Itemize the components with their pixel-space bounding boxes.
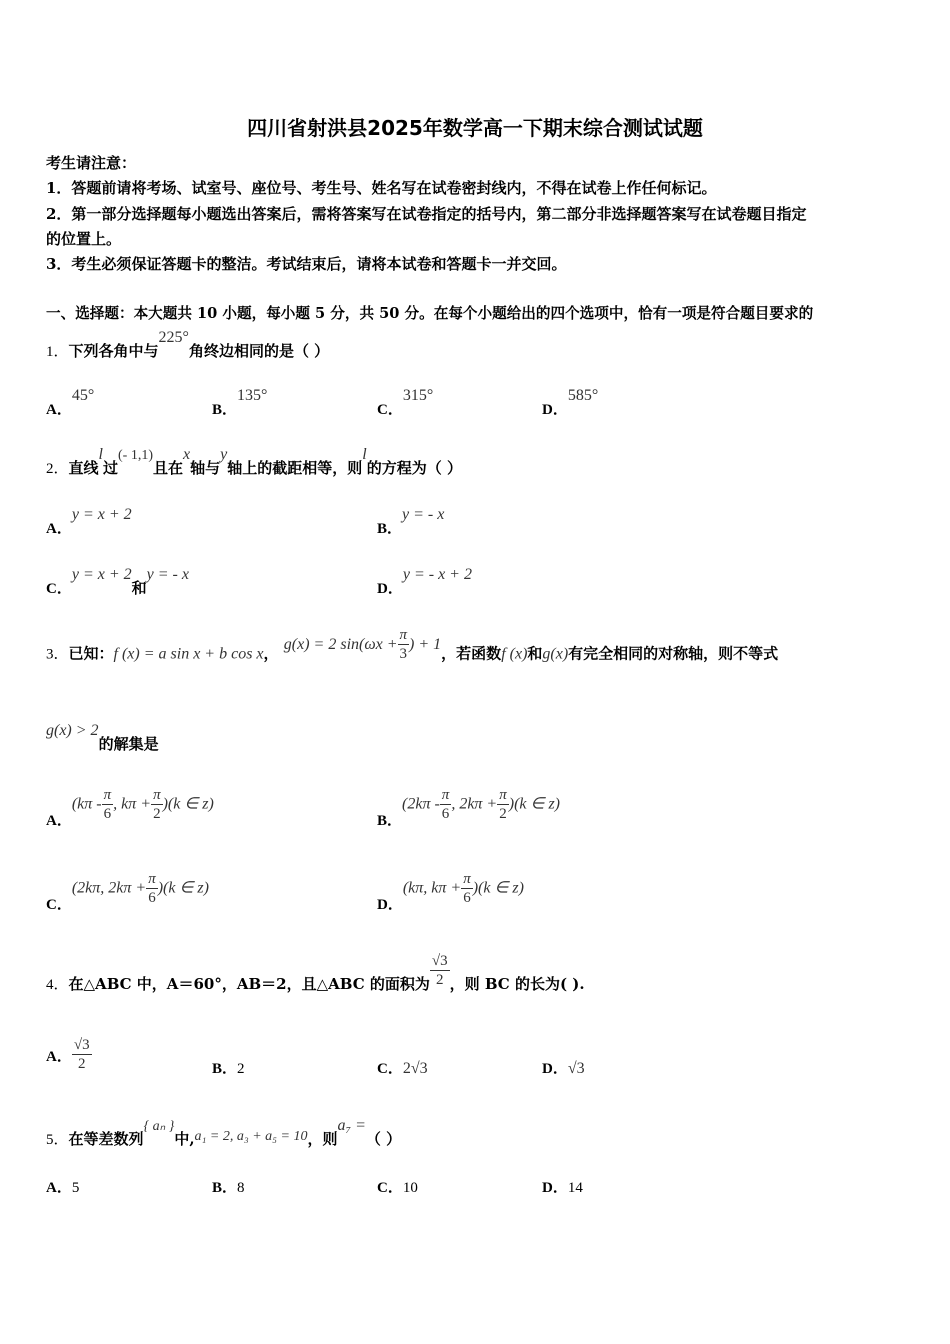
option-d[interactable]: D．√3 bbox=[542, 1060, 585, 1077]
question-4: 4．在△ABC 中，A＝60°，AB＝2，且△ABC 的面积为 $\frac{√3}{2}$ ，则 BC 的长为( ). bbox=[46, 953, 585, 993]
option-c[interactable]: C．(2kπ, 2kπ + $\frac{\pi}{6}$ )(k ∈ z) bbox=[46, 871, 209, 913]
notice-item: 2．第一部分选择题每小题选出答案后，需将答案写在试卷指定的括号内，第二部分非选择题答案写在试卷题目指定 bbox=[46, 205, 807, 223]
option-a[interactable]: A．(kπ - $\frac{\pi}{6}$ , kπ + $\frac{\pi}{2}$ )(k ∈ z) bbox=[46, 787, 214, 829]
question-number: 1． bbox=[46, 344, 69, 360]
notice-item: 的位置上。 bbox=[46, 230, 122, 248]
question-2: 2．直线l过(- 1,1)且在x轴与y轴上的截距相等，则l的方程为（ ） bbox=[46, 446, 462, 477]
question-1: 1．下列各角中与225°角终边相同的是（ ） bbox=[46, 329, 330, 360]
question-3-cont: g(x) > 2的解集是 bbox=[46, 722, 159, 753]
option-b[interactable]: B．2 bbox=[212, 1061, 245, 1077]
option-d[interactable]: D．y = - x + 2 bbox=[377, 566, 472, 597]
option-b[interactable]: B．(2kπ - $\frac{\pi}{6}$ , 2kπ + $\frac{\pi}{2}$ )(k ∈ z) bbox=[377, 787, 560, 829]
option-b[interactable]: B．8 bbox=[212, 1180, 245, 1196]
option-d[interactable]: D．14 bbox=[542, 1180, 583, 1196]
option-a[interactable]: A．45° bbox=[46, 387, 95, 418]
option-c[interactable]: C．10 bbox=[377, 1180, 418, 1196]
option-d[interactable]: D．(kπ, kπ + $\frac{\pi}{6}$ )(k ∈ z) bbox=[377, 871, 524, 913]
angle: 225° bbox=[158, 329, 189, 346]
option-c[interactable]: C．2√3 bbox=[377, 1060, 428, 1077]
option-b[interactable]: B．135° bbox=[212, 387, 268, 418]
option-c[interactable]: C．315° bbox=[377, 387, 434, 418]
notice-heading: 考生请注意： bbox=[46, 154, 137, 172]
question-3: 3．已知：f (x) = a sin x + b cos x， g(x) = 2 sin(ωx + $\frac{\pi}{3}$ ) + 1，若函数f (x)和g(x)有完全相同的对称轴，则不等式 bbox=[46, 627, 779, 663]
option-c[interactable]: C．y = x + 2和y = - x bbox=[46, 566, 189, 597]
option-b[interactable]: B．y = - x bbox=[377, 506, 445, 537]
option-d[interactable]: D．585° bbox=[542, 387, 599, 418]
section-heading: 一、选择题：本大题共 10 小题，每小题 5 分，共 50 分。在每个小题给出的四个选项中，恰有一项是符合题目要求的 bbox=[46, 305, 814, 322]
notice-item: 1．答题前请将考场、试室号、座位号、考生号、姓名写在试卷密封线内，不得在试卷上作任何标记。 bbox=[46, 179, 717, 197]
page-title: 四川省射洪县2025年数学高一下期末综合测试试题 bbox=[247, 116, 703, 140]
notice-item: 3．考生必须保证答题卡的整洁。考试结束后，请将本试卷和答题卡一并交回。 bbox=[46, 255, 567, 273]
option-a[interactable]: A． $\frac{√3}{2}$ bbox=[46, 1037, 90, 1072]
option-a[interactable]: A．5 bbox=[46, 1180, 80, 1196]
option-a[interactable]: A．y = x + 2 bbox=[46, 506, 132, 537]
question-5: 5．在等差数列{ aₙ }中,a₁ = 2, a₃ + a₅ = 10，则a₇ =（ ） bbox=[46, 1117, 402, 1148]
